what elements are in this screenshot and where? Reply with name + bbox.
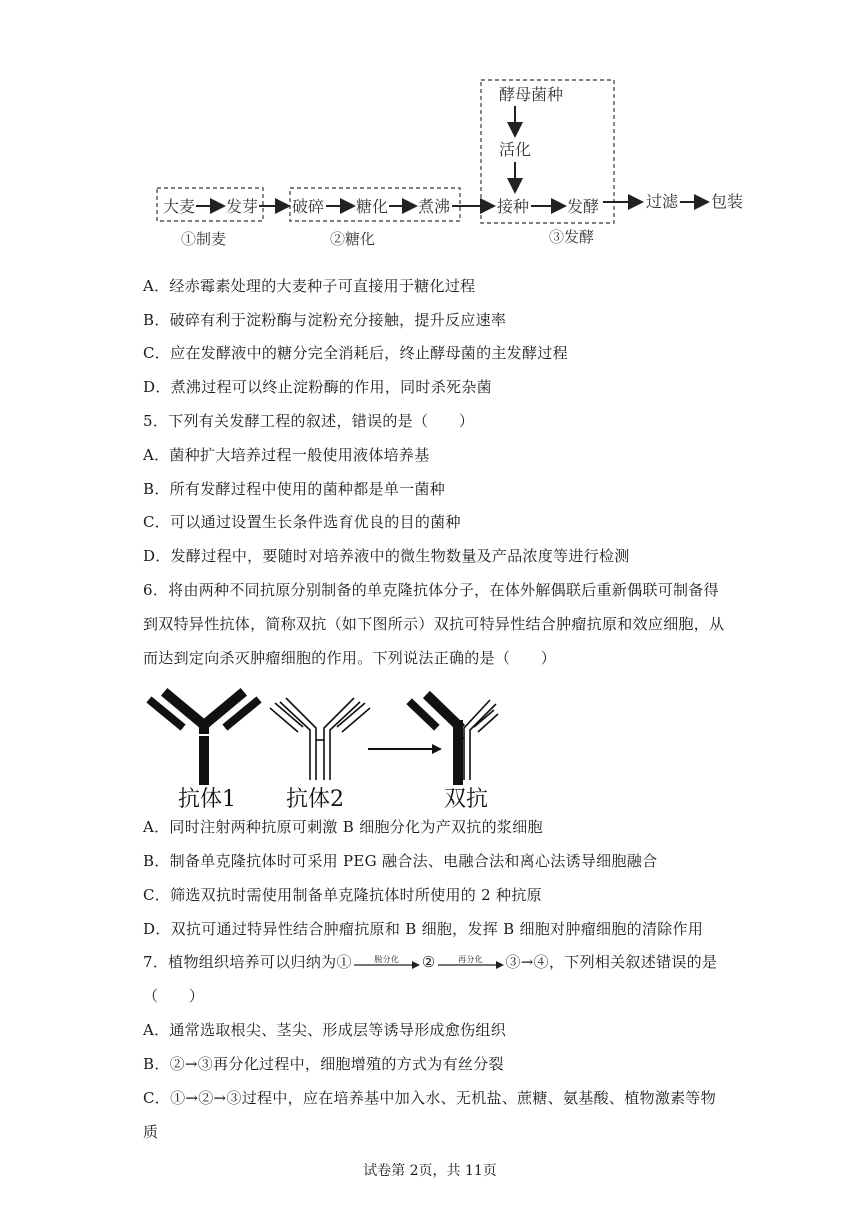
redifferentiation-arrow xyxy=(436,953,506,973)
antibody-figure xyxy=(140,680,500,810)
antibody-1-icon xyxy=(152,695,256,780)
node-baozhuang: 包装 xyxy=(711,192,744,211)
group-label-zhimai: ①制麦 xyxy=(181,230,227,248)
arrow-label-redifferentiation: 再分化 xyxy=(458,955,483,964)
group-label-fajiao: ③发酵 xyxy=(549,228,595,246)
q6-option-d: D．双抗可通过特异性结合肿瘤抗原和 B 细胞，发挥 B 细胞对肿瘤细胞的清除作用 xyxy=(143,920,704,938)
page-footer: 试卷第 2页，共 11页 xyxy=(363,1163,497,1179)
transform-arrowhead xyxy=(432,744,442,754)
node-damai: 大麦 xyxy=(163,197,196,216)
arrow-label-dedifferentiation: 脱分化 xyxy=(374,955,400,964)
group-label-tanghua: ②糖化 xyxy=(330,230,376,248)
q5-option-b: B．所有发酵过程中使用的菌种都是单一菌种 xyxy=(143,480,446,498)
arrow-right-icon xyxy=(352,961,422,969)
q7-option-c-cont: 质 xyxy=(143,1123,159,1141)
label-antibody-2: 抗体2 xyxy=(286,787,344,810)
q7-option-c: C．①→②→③过程中，应在培养基中加入水、无机盐、蔗糖、氨基酸、植物激素等物 xyxy=(143,1089,717,1107)
q7-stem xyxy=(143,952,717,973)
q7-stem-suffix: ③→④，下列相关叙述错误的是 xyxy=(505,953,718,971)
q6-option-b: B．制备单克隆抗体时可采用 PEG 融合法、电融合法和离心法诱导细胞融合 xyxy=(143,852,658,870)
q5-option-d: D．发酵过程中，要随时对培养液中的微生物数量及产品浓度等进行检测 xyxy=(143,547,630,565)
node-tanghua: 糖化 xyxy=(356,197,389,216)
node-jiaomu: 酵母菌种 xyxy=(499,85,564,104)
q4-option-b: B．破碎有利于淀粉酶与淀粉充分接触，提升反应速率 xyxy=(143,311,507,329)
q7-option-b: B．②→③再分化过程中，细胞增殖的方式为有丝分裂 xyxy=(143,1055,504,1073)
node-huohua: 活化 xyxy=(499,140,532,159)
label-bispecific: 双抗 xyxy=(444,787,489,810)
antibody-2-icon xyxy=(270,698,370,780)
q5-stem: 5．下列有关发酵工程的叙述，错误的是（ ） xyxy=(143,412,475,430)
q4-option-d: D．煮沸过程可以终止淀粉酶的作用，同时杀死杂菌 xyxy=(143,378,492,396)
q7-stem-prefix: 7．植物组织培养可以归纳为① xyxy=(143,953,352,971)
brewing-flow-diagram xyxy=(0,0,860,260)
q7-stem-mid: ② xyxy=(421,953,436,971)
q7-option-a: A．通常选取根尖、茎尖、形成层等诱导形成愈伤组织 xyxy=(143,1021,507,1039)
q6-stem-line-2: 到双特异性抗体，简称双抗（如下图所示）双抗可特异性结合肿瘤抗原和效应细胞，从 xyxy=(143,615,725,633)
label-antibody-1: 抗体1 xyxy=(178,787,236,810)
q7-paren: （ ） xyxy=(143,987,205,1005)
q5-option-c: C．可以通过设置生长条件选育优良的目的菌种 xyxy=(143,513,461,531)
node-zhufei: 煮沸 xyxy=(418,197,451,216)
dedifferentiation-arrow xyxy=(352,953,422,973)
node-guolv: 过滤 xyxy=(646,192,679,211)
node-jiezhong: 接种 xyxy=(497,197,530,216)
q6-stem-line-3: 而达到定向杀灭肿瘤细胞的作用。下列说法正确的是（ ） xyxy=(143,649,557,667)
arrow-right-icon xyxy=(436,961,506,969)
q6-option-c: C．筛选双抗时需使用制备单克隆抗体时所使用的 2 种抗原 xyxy=(143,886,542,904)
q5-option-a: A．菌种扩大培养过程一般使用液体培养基 xyxy=(143,446,430,464)
node-posui: 破碎 xyxy=(292,197,325,216)
bispecific-antibody-icon xyxy=(412,698,498,780)
node-faya: 发芽 xyxy=(226,197,259,216)
q4-option-a: A．经赤霉素处理的大麦种子可直接用于糖化过程 xyxy=(143,277,476,295)
q4-option-c: C．应在发酵液中的糖分完全消耗后，终止酵母菌的主发酵过程 xyxy=(143,344,568,362)
q6-option-a: A．同时注射两种抗原可刺激 B 细胞分化为产双抗的浆细胞 xyxy=(143,818,543,836)
node-fajiao: 发酵 xyxy=(567,197,600,216)
q6-stem-line-1: 6．将由两种不同抗原分别制备的单克隆抗体分子，在体外解偶联后重新偶联可制备得 xyxy=(143,581,719,599)
